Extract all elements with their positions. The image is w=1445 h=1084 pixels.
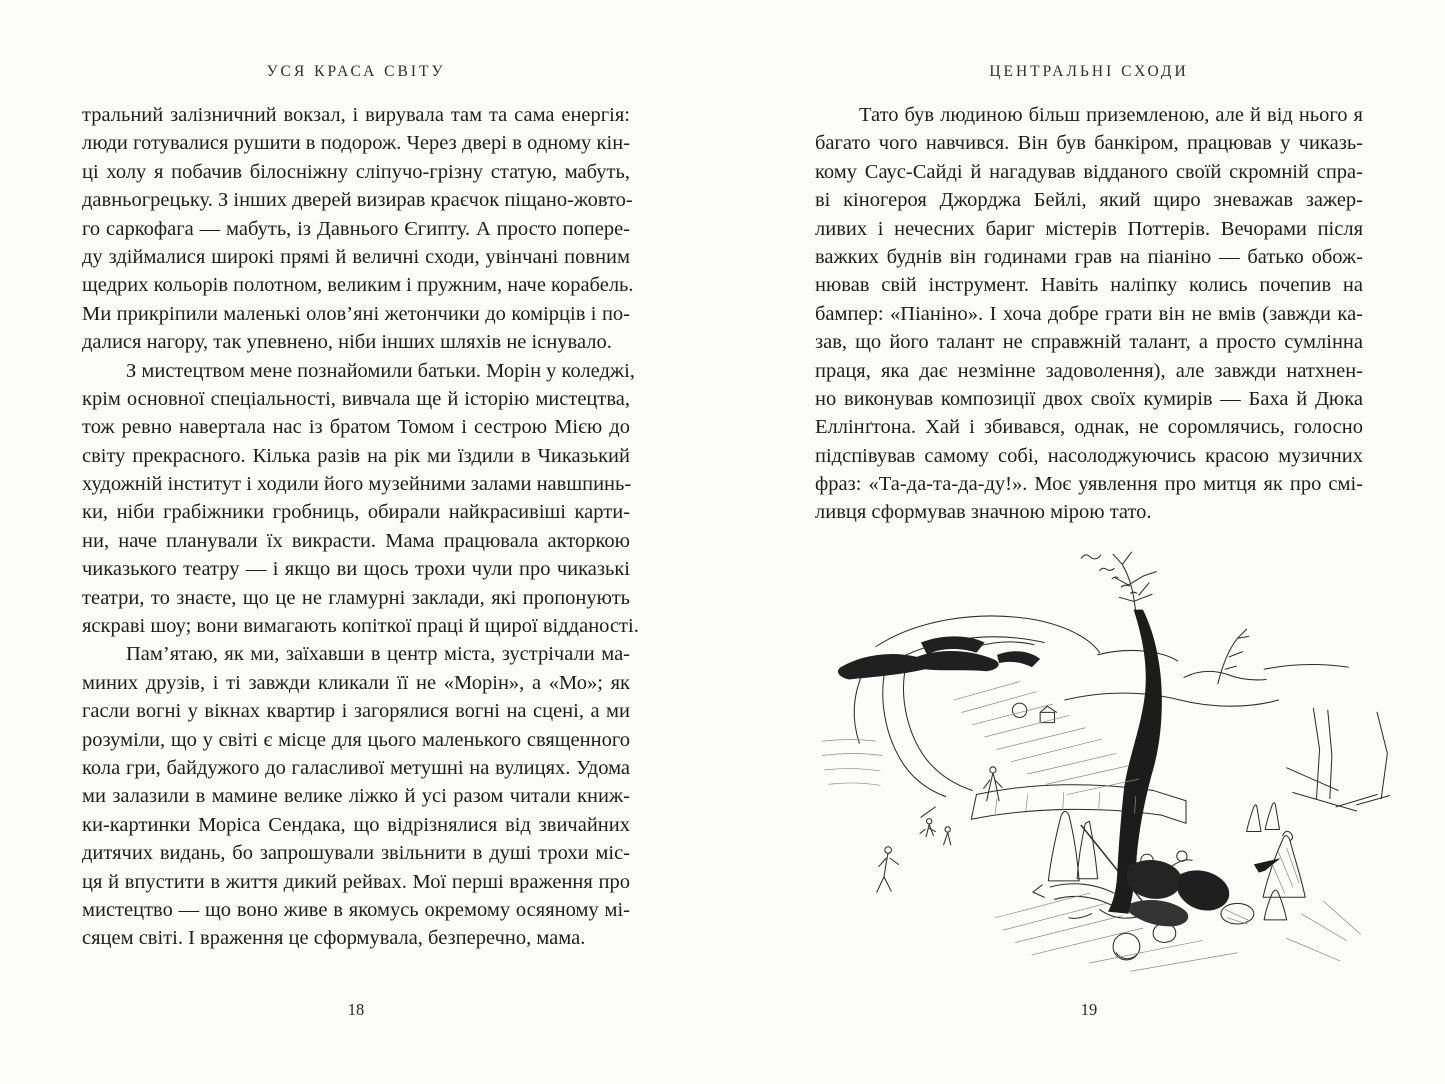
- text-line: театри, то знаєте, що це не гламурні заклади, які пропонують: [82, 586, 630, 609]
- text-line: ливця сформував значною мірою тато.: [815, 501, 1152, 524]
- text-line: но виконував композиції двох своїх кумирів — Баха й Дюка: [815, 387, 1363, 410]
- text-line: гасли вогні у вікнах квартир і загорялися вогні на сцені, а ми: [82, 700, 630, 723]
- tree-branches: [1113, 552, 1156, 612]
- text-line: З мистецтвом мене познайомили батьки. Морін у коледжі,: [126, 359, 635, 382]
- ink-fills: [838, 610, 1281, 927]
- birds: [1081, 555, 1136, 593]
- hatching: [822, 682, 1360, 972]
- text-line: кола гри, байдужого до галасливої метушні на вулицях. Удома: [82, 756, 630, 779]
- text-line: ці холу я побачив білосніжну сліпучо-грізну статую, мабуть,: [82, 160, 630, 183]
- text-line: ду здіймалися широкі прямі й величні сходи, увінчані повним: [82, 245, 630, 268]
- text-line: розуміли, що у світі є місце для цього маленького священного: [82, 728, 630, 751]
- landscape-sketch-illustration: [820, 548, 1400, 1000]
- text-line: мистецтво — що воно живе в якомусь окремому осяяному мі-: [82, 898, 630, 921]
- left-body-text: [82, 101, 639, 953]
- text-line: важких буднів він годинами грав на піаніно — батько обож-: [815, 245, 1363, 268]
- text-line: Пам’ятаю, як ми, заїхавши в центр міста, зустрічали ма-: [126, 643, 630, 666]
- text-line: го саркофага — мабуть, із Давнього Єгипту. А просто попере-: [82, 217, 630, 240]
- right-page-number: 19: [1080, 1000, 1098, 1019]
- text-line: дитячих видань, бо запрошували звільнити в душі трохи міс-: [82, 842, 630, 865]
- text-line: крім основної спеціальності, вивчала ще й історію мистецтва,: [82, 387, 630, 410]
- text-line: праця, яка дає незмінне задоволення), але завжди натхнен-: [815, 359, 1363, 382]
- text-line: тральний залізничний вокзал, і вирувала там та сама енергія:: [82, 104, 630, 126]
- text-line: ми залазили в мамине велике ліжко й усі разом читали книж-: [82, 785, 630, 808]
- text-line: Ми прикріпили маленькі олов’яні жетончики до комірців і по-: [82, 302, 630, 325]
- text-line: художній інститут і ходили його музейними залами навшпинь-: [82, 473, 632, 496]
- text-line: ливих і нечесних бариг містерів Поттерів. Вечорами після: [815, 217, 1363, 240]
- text-line: ки, ніби грабіжники гробниць, обирали найкрасивіші карти-: [82, 501, 630, 524]
- right-running-header: ЦЕНТРАЛЬНІ СХОДИ: [989, 63, 1189, 80]
- text-line: підспівував самому собі, насолоджуючись красою музичних: [815, 444, 1363, 467]
- text-line: щедрих кольорів полотном, великим і пружним, наче корабель.: [82, 274, 634, 297]
- text-line: яскраві шоу; вони вимагають копіткої праці й щирої відданості.: [82, 615, 639, 638]
- right-body-text: [815, 101, 1363, 527]
- text-line: світу прекрасного. Кілька разів на рік ми їздили в Чиказький: [82, 444, 630, 467]
- text-line: ки-картинки Моріса Сендака, що відрізнялися від звичайних: [82, 813, 630, 836]
- text-line: чиказького театру — і якщо ви щось трохи чули про чиказькі: [82, 558, 630, 581]
- text-line: люди готувалися рушити в подорож. Через двері в одному кін-: [82, 132, 630, 155]
- text-line: зав, що його талант не справжній талант, а просто сумлінна: [815, 331, 1363, 354]
- text-line: бампер: «Піаніно». І хоча добре грати він не вмів (завжди ка-: [815, 302, 1363, 325]
- text-line: багато чого навчився. Він був банкіром, працював у чиказь-: [815, 132, 1363, 155]
- text-line: кому Саус-Сайді й нагадував відданого своїй скромній спра-: [815, 160, 1363, 183]
- text-line: ві кіногероя Джорджа Бейлі, який щиро зневажав зажер-: [815, 189, 1363, 212]
- text-line: ця й впустити в життя дикий рейвах. Мої перші враження про: [82, 870, 630, 893]
- text-line: ни, наче планували їх викрасти. Мама працювала акторкою: [82, 529, 630, 552]
- right-page: [815, 0, 1363, 1084]
- text-line: нював свій інструмент. Навіть наліпку колись почепив на: [815, 274, 1363, 297]
- left-page: [82, 0, 639, 1084]
- text-line: Еллінґтона. Хай і збивався, однак, не соромлячись, голосно: [815, 416, 1363, 439]
- text-line: тож ревно навертала нас із братом Томом і сестрою Мією до: [82, 416, 630, 439]
- text-line: фраз: «Та-да-та-да-ду!». Моє уявлення про митця як про смі-: [815, 473, 1363, 496]
- text-line: сяцем світі. І враження це сформувала, безперечно, мама.: [82, 927, 586, 950]
- text-line: Тато був людиною більш приземленою, але й від нього я: [859, 104, 1363, 126]
- left-running-header: УСЯ КРАСА СВІТУ: [266, 63, 446, 80]
- text-line: миних друзів, і ті завжди кликали її не «Морін», а «Мо»; як: [82, 671, 630, 694]
- text-line: давньогрецьку. З інших дверей визирав краєчок піщано-жовто-: [82, 189, 633, 212]
- left-page-number: 18: [347, 1000, 365, 1019]
- text-line: далися нагору, так упевнено, ніби інших шляхів не існувало.: [82, 331, 612, 354]
